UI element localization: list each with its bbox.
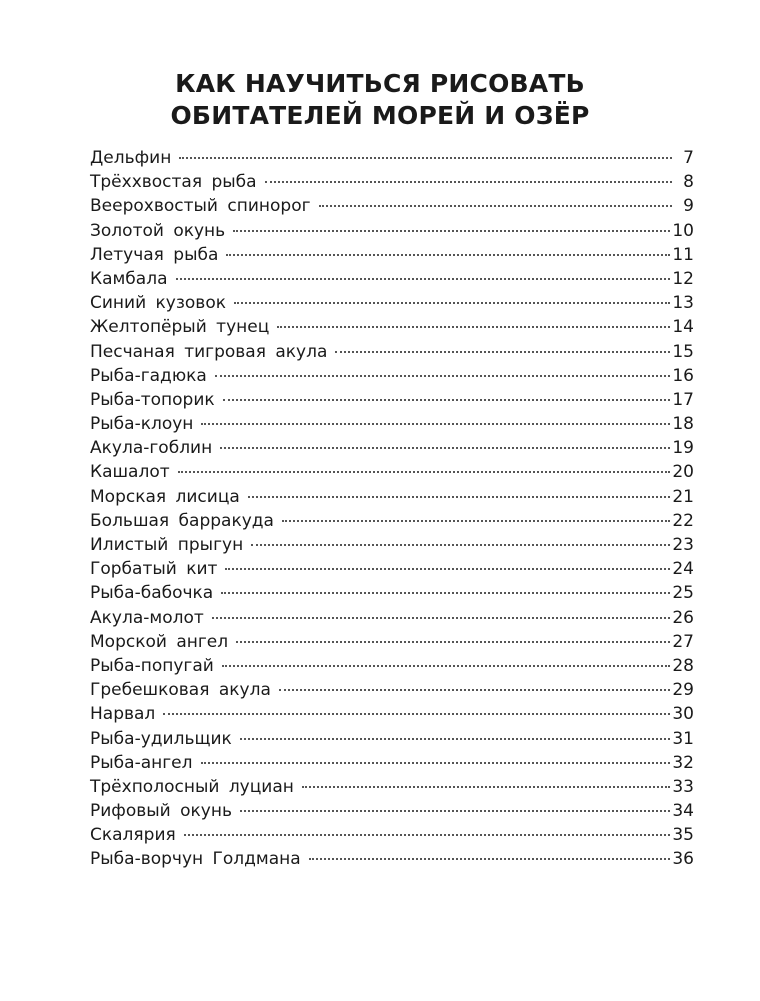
dot-leader (222, 665, 671, 667)
dot-leader (236, 641, 670, 643)
toc-entry-page-number: 35 (672, 825, 694, 846)
toc-entry-title: Рыба-бабочка (90, 583, 214, 604)
toc-entry-page-number: 18 (672, 414, 694, 435)
dot-leader (240, 738, 671, 740)
dot-leader (176, 278, 671, 280)
dot-leader (179, 157, 672, 159)
toc-entry (90, 678, 694, 702)
dot-leader (335, 351, 670, 353)
toc-entry-page-number: 16 (672, 365, 694, 386)
toc-entry (90, 727, 694, 751)
dot-leader (184, 834, 671, 836)
toc-entry-page-number: 9 (683, 196, 694, 217)
dot-leader (221, 592, 670, 594)
toc-entry-title: Рыба-ангел (90, 752, 193, 773)
toc-entry-title: Трёхполосный луциан (90, 776, 294, 797)
toc-entry (90, 340, 694, 364)
toc-entry (90, 775, 694, 799)
toc-entry-page-number: 22 (672, 510, 694, 531)
toc-entry-page-number: 36 (672, 849, 694, 870)
toc-entry-title: Кашалот (90, 462, 170, 483)
page-title (0, 68, 760, 132)
dot-leader (220, 447, 670, 449)
toc-entry (90, 751, 694, 775)
toc-entry-page-number: 24 (672, 559, 694, 580)
toc-entry-title: Акула-молот (90, 607, 204, 628)
dot-leader (234, 302, 670, 304)
toc-entry-page-number: 15 (672, 341, 694, 362)
toc-entry (90, 702, 694, 726)
toc-entry-page-number: 8 (683, 172, 694, 193)
toc-entry-title: Веерохвостый спинорог (90, 196, 311, 217)
toc-entry-title: Рыба-клоун (90, 414, 194, 435)
dot-leader (248, 496, 671, 498)
toc-entry-page-number: 14 (672, 317, 694, 338)
toc-entry-title: Летучая рыба (90, 244, 219, 265)
toc-entry-page-number: 29 (672, 680, 694, 701)
toc-entry (90, 606, 694, 630)
dot-leader (201, 762, 671, 764)
toc-entry (90, 170, 694, 194)
toc-entry-page-number: 11 (672, 244, 694, 265)
dot-leader (302, 786, 670, 788)
dot-leader (223, 399, 671, 401)
toc-entry-page-number: 21 (672, 486, 694, 507)
toc-entry-title: Скалярия (90, 825, 176, 846)
dot-leader (265, 181, 672, 183)
toc-entry-title: Рыба-топорик (90, 389, 215, 410)
toc-entry-title: Камбала (90, 268, 168, 289)
toc-entry (90, 194, 694, 218)
dot-leader (215, 375, 671, 377)
dot-leader (240, 810, 670, 812)
toc-entry (90, 364, 694, 388)
toc-entry-page-number: 25 (672, 583, 694, 604)
toc-entry-page-number: 28 (672, 655, 694, 676)
dot-leader (226, 254, 670, 256)
toc-entry-title: Песчаная тигровая акула (90, 341, 328, 362)
toc-entry (90, 654, 694, 678)
toc-entry (90, 799, 694, 823)
toc-entry (90, 823, 694, 847)
toc-entry-page-number: 33 (672, 776, 694, 797)
toc-entry-page-number: 31 (672, 728, 694, 749)
toc-entry (90, 460, 694, 484)
toc-entry-title: Трёххвостая рыба (90, 172, 257, 193)
toc-entry-title: Гребешковая акула (90, 680, 271, 701)
toc-entry-title: Рыба-ворчун Голдмана (90, 849, 301, 870)
dot-leader (309, 858, 671, 860)
toc-entry-title: Рыба-удильщик (90, 728, 232, 749)
toc-entry (90, 267, 694, 291)
toc-entry-title: Золотой окунь (90, 220, 226, 241)
toc-entry (90, 847, 694, 871)
toc-entry-page-number: 26 (672, 607, 694, 628)
toc-entry-page-number: 7 (683, 148, 694, 168)
dot-leader (225, 568, 670, 570)
toc-entry-title: Дельфин (90, 148, 172, 168)
toc-entry (90, 509, 694, 533)
toc-entry (90, 581, 694, 605)
toc-entry-page-number: 10 (672, 220, 694, 241)
dot-leader (277, 326, 670, 328)
toc-entry-page-number: 32 (672, 752, 694, 773)
dot-leader (201, 423, 670, 425)
toc-entry-title: Рыба-попугай (90, 655, 214, 676)
toc-entry-title: Нарвал (90, 704, 156, 725)
toc-entry-title: Горбатый кит (90, 559, 218, 580)
toc-entry-title: Синий кузовок (90, 293, 226, 314)
dot-leader (163, 713, 670, 715)
toc-entry (90, 243, 694, 267)
toc-entry-page-number: 12 (672, 268, 694, 289)
toc-entry (90, 315, 694, 339)
toc-entry-title: Морская лисица (90, 486, 240, 507)
toc-entry-page-number: 34 (672, 801, 694, 822)
toc-entry (90, 557, 694, 581)
toc-entry-title: Большая барракуда (90, 510, 274, 531)
dot-leader (178, 471, 671, 473)
toc-entry (90, 291, 694, 315)
dot-leader (282, 520, 670, 522)
toc-entry-title: Морской ангел (90, 631, 229, 652)
toc-entry-page-number: 20 (672, 462, 694, 483)
page-title-line-2: ОБИТАТЕЛЕЙ МОРЕЙ И ОЗЁР (170, 101, 590, 130)
toc-entry-title: Желтопёрый тунец (90, 317, 270, 338)
toc-entry (90, 485, 694, 509)
toc-entry-page-number: 27 (672, 631, 694, 652)
dot-leader (319, 205, 672, 207)
toc-entry-page-number: 17 (672, 389, 694, 410)
toc-entry (90, 412, 694, 436)
toc-entry-page-number: 19 (672, 438, 694, 459)
toc-entry (90, 219, 694, 243)
dot-leader (251, 544, 670, 546)
toc-entry (90, 146, 694, 170)
dot-leader (212, 617, 671, 619)
dot-leader (233, 230, 670, 232)
toc-entry-title: Рыба-гадюка (90, 365, 207, 386)
toc-entry-title: Илистый прыгун (90, 535, 244, 555)
toc-entry-title: Акула-гоблин (90, 438, 213, 459)
page-title-line-1: КАК НАУЧИТЬСЯ РИСОВАТЬ (175, 69, 585, 98)
table-of-contents (90, 146, 694, 872)
toc-entry-page-number: 23 (672, 535, 694, 555)
toc-entry (90, 388, 694, 412)
toc-entry (90, 630, 694, 654)
toc-entry (90, 436, 694, 460)
toc-entry-title: Рифовый окунь (90, 801, 232, 822)
toc-entry (90, 533, 694, 557)
toc-entry-page-number: 30 (672, 704, 694, 725)
dot-leader (279, 689, 670, 691)
toc-entry-page-number: 13 (672, 293, 694, 314)
